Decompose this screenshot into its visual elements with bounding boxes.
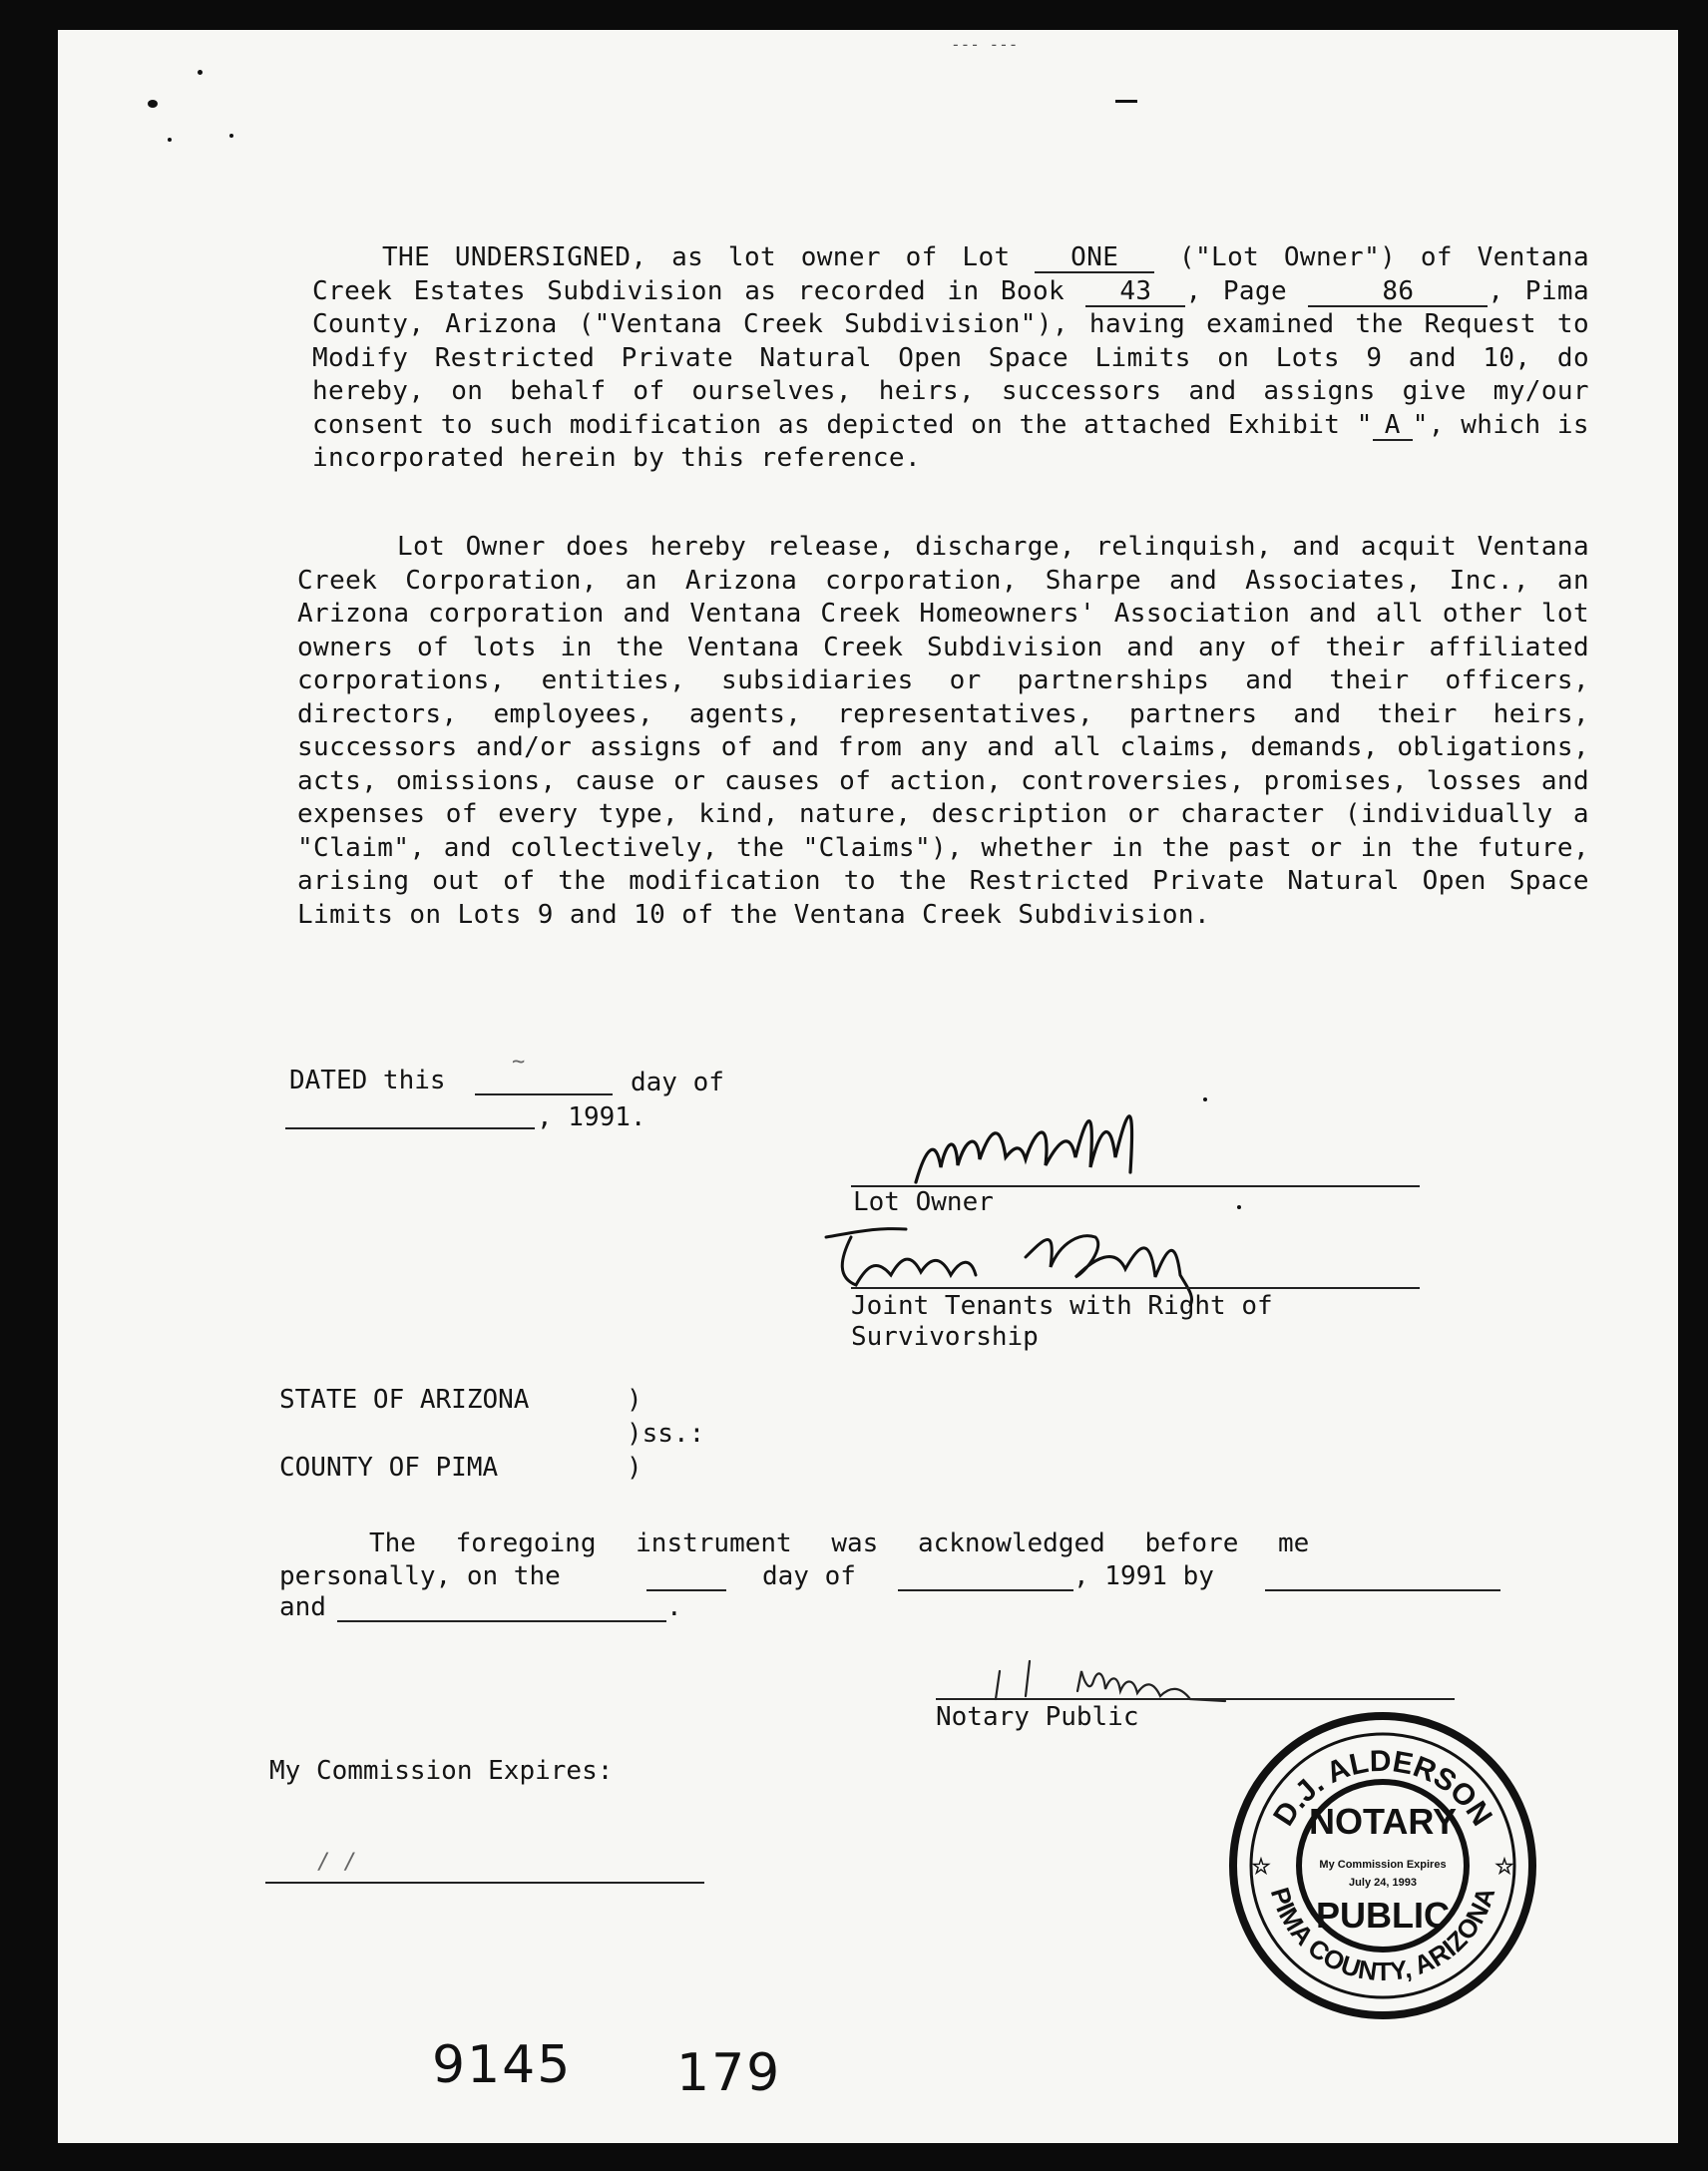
scan-speck bbox=[148, 100, 158, 108]
seal-word-public: PUBLIC bbox=[1316, 1895, 1450, 1936]
ack-line-2c: , 1991 by bbox=[1073, 1561, 1214, 1591]
commission-expires-line bbox=[265, 1882, 704, 1884]
ack-line-2b: day of bbox=[762, 1561, 856, 1591]
ack-line-3a: and bbox=[279, 1592, 326, 1622]
footer-number-1: 9145 bbox=[432, 2035, 573, 2095]
scan-speck bbox=[198, 70, 203, 75]
notary-signature bbox=[986, 1641, 1345, 1711]
page-number-field: 86 bbox=[1308, 277, 1488, 307]
notary-public-label: Notary Public bbox=[936, 1702, 1139, 1732]
release-text: Lot Owner does hereby release, discharge, relinquish, and acquit Ventana Creek Corporation, an Arizona corporation, Sharpe and Associates, Inc., an Arizona corporation and Ventana Creek Homeowners' Association and all other lot owners of lots in the Ventana Creek Subdivision and any of their affiliated corporations, entities, subsidiaries or partnerships and their officers, directors, employees, agents, representatives, partners and their heirs, successors and/or assigns of and from any and all claims, demands, obligations, acts, omissions, cause or causes of action, controversies, promises, losses and expenses of every type, kind, nature, description or character (individually a "Claim", and collectively, the "Claims"), whether in the past or in the future, arising out of the modification to the Restricted Private Natural Open Space Limits on Lots 9 and 10 of the Ventana Creek Subdivision. bbox=[297, 532, 1589, 930]
para1-text-a: THE UNDERSIGNED, as lot owner of Lot bbox=[382, 242, 1011, 272]
scan-speck bbox=[229, 134, 233, 138]
scan-speck bbox=[168, 138, 172, 142]
footer-number-2: 179 bbox=[676, 2043, 782, 2103]
dated-year: , 1991. bbox=[537, 1102, 646, 1132]
top-mark: --- --- bbox=[951, 35, 1019, 54]
commission-expires-label: My Commission Expires: bbox=[269, 1756, 614, 1786]
dated-prefix: DATED this bbox=[289, 1066, 446, 1095]
seal-star-left: ☆ bbox=[1251, 1854, 1271, 1879]
lot-owner-signature bbox=[896, 1087, 1215, 1197]
ack-line-3b: . bbox=[666, 1592, 682, 1622]
exhibit-letter-field: A bbox=[1373, 411, 1413, 441]
joint-tenant-label-2: Survivorship bbox=[851, 1322, 1039, 1352]
ack-day-line bbox=[646, 1589, 726, 1591]
notary-line bbox=[936, 1698, 1455, 1700]
para1-text-d: , Pima County, Arizona ("Ventana Creek Subdivision"), having examined the Request to Modify Restricted Private Natural Open Space Limits on Lots 9 and 10, do hereby, on behalf of ourselves, heirs, successors and assigns give my/our consent to such modification as depicted on the attached Exhibit " bbox=[312, 275, 1589, 440]
seal-name: D.J. ALDERSON bbox=[1267, 1744, 1498, 1832]
dated-day-scribble: ~ bbox=[512, 1050, 526, 1075]
book-number-field: 43 bbox=[1085, 277, 1185, 307]
para1-text-e: ", which is incorporated herein by this reference. bbox=[312, 409, 1589, 473]
venue-paren-3: ) bbox=[627, 1453, 642, 1483]
lot-owner-label: Lot Owner bbox=[853, 1187, 994, 1217]
seal-word-notary: NOTARY bbox=[1309, 1801, 1457, 1842]
venue-ss: )ss.: bbox=[627, 1419, 705, 1449]
joint-tenant-line bbox=[851, 1287, 1420, 1289]
ack-line-1: The foregoing instrument was acknowledged before me bbox=[369, 1528, 1310, 1558]
venue-state: STATE OF ARIZONA bbox=[279, 1385, 530, 1415]
seal-commission-1: My Commission Expires bbox=[1319, 1859, 1447, 1871]
para1-text-c: , Page bbox=[1185, 275, 1288, 306]
dated-month-line bbox=[285, 1127, 535, 1129]
venue-county: COUNTY OF PIMA bbox=[279, 1453, 499, 1483]
document-page bbox=[58, 30, 1678, 2143]
consent-paragraph bbox=[312, 241, 1589, 476]
para1-text-b: ("Lot Owner") of Ventana Creek Estates Subdivision as recorded in Book bbox=[312, 242, 1590, 306]
dated-day-of: day of bbox=[631, 1068, 724, 1097]
venue-paren-1: ) bbox=[627, 1385, 642, 1415]
joint-tenant-label-1: Joint Tenants with Right of bbox=[851, 1291, 1273, 1321]
seal-commission-2: July 24, 1993 bbox=[1349, 1877, 1417, 1889]
ack-line-2a: personally, on the bbox=[279, 1561, 561, 1591]
lot-number-field: ONE bbox=[1035, 243, 1154, 273]
release-paragraph bbox=[297, 531, 1589, 932]
notary-seal bbox=[1223, 1706, 1542, 2025]
ack-and-line bbox=[337, 1620, 666, 1622]
commission-scribble: / / bbox=[317, 1850, 357, 1875]
dated-day-line bbox=[475, 1093, 613, 1095]
ack-month-line bbox=[898, 1589, 1073, 1591]
ack-by-line bbox=[1265, 1589, 1500, 1591]
seal-county: PIMA COUNTY, ARIZONA bbox=[1264, 1884, 1501, 1987]
scan-speck bbox=[1115, 100, 1137, 103]
seal-star-right: ☆ bbox=[1494, 1854, 1514, 1879]
